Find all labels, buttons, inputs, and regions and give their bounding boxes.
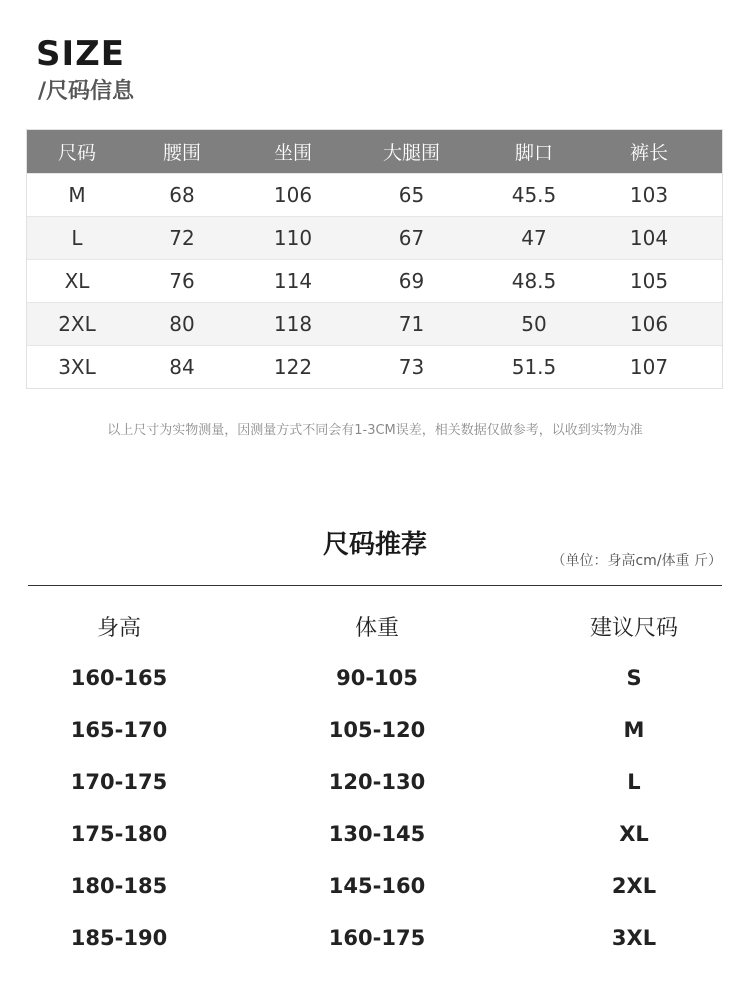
table-cell: 84 bbox=[169, 355, 195, 379]
size-table-header bbox=[27, 130, 722, 173]
table-cell: 47 bbox=[521, 226, 547, 250]
column-header-height: 身高 bbox=[96, 615, 141, 641]
table-cell: 180-185 bbox=[70, 874, 168, 898]
table-cell: 103 bbox=[629, 183, 669, 207]
recommend-table-header bbox=[0, 600, 750, 652]
table-cell: XL bbox=[619, 822, 649, 846]
table-cell: 160-175 bbox=[328, 926, 426, 950]
table-cell: 45.5 bbox=[511, 183, 557, 207]
table-cell: 110 bbox=[273, 226, 313, 250]
table-cell: 106 bbox=[273, 183, 313, 207]
divider bbox=[28, 585, 722, 586]
table-row bbox=[27, 173, 722, 216]
table-row bbox=[0, 756, 750, 808]
table-cell: 106 bbox=[629, 312, 669, 336]
table-cell: 3XL bbox=[58, 355, 96, 379]
page-subtitle: /尺码信息 bbox=[38, 79, 135, 104]
table-cell: 3XL bbox=[611, 926, 657, 950]
table-cell: 175-180 bbox=[70, 822, 168, 846]
table-cell: 48.5 bbox=[511, 269, 557, 293]
table-cell: 90-105 bbox=[336, 666, 418, 690]
table-row bbox=[27, 302, 722, 345]
table-cell: 104 bbox=[629, 226, 669, 250]
table-row bbox=[0, 860, 750, 912]
column-header-leg-opening: 脚口 bbox=[514, 142, 553, 164]
table-row bbox=[0, 912, 750, 964]
column-header-thigh: 大腿围 bbox=[382, 142, 440, 164]
table-cell: 71 bbox=[398, 312, 425, 336]
table-cell: L bbox=[627, 770, 641, 794]
size-info-table bbox=[26, 129, 723, 389]
table-cell: 165-170 bbox=[70, 718, 168, 742]
table-cell: 2XL bbox=[611, 874, 657, 898]
table-cell: 185-190 bbox=[70, 926, 168, 950]
table-cell: 170-175 bbox=[70, 770, 168, 794]
table-cell: 51.5 bbox=[511, 355, 557, 379]
table-cell: 120-130 bbox=[328, 770, 426, 794]
measurement-note: 以上尺寸为实物测量，因测量方式不同会有1-3CM误差，相关数据仅做参考，以收到实物为准 bbox=[107, 423, 643, 438]
table-cell: 67 bbox=[398, 226, 425, 250]
table-cell: 114 bbox=[273, 269, 313, 293]
column-header-size: 尺码 bbox=[57, 142, 96, 164]
table-row bbox=[0, 808, 750, 860]
table-cell: M bbox=[623, 718, 645, 742]
column-header-length: 裤长 bbox=[629, 142, 668, 164]
table-cell: 105 bbox=[629, 269, 669, 293]
table-cell: S bbox=[626, 666, 642, 690]
table-cell: 105-120 bbox=[328, 718, 426, 742]
column-header-weight: 体重 bbox=[354, 615, 399, 641]
table-cell: XL bbox=[64, 269, 90, 293]
table-row bbox=[0, 652, 750, 704]
table-cell: M bbox=[68, 183, 86, 207]
table-cell: 50 bbox=[521, 312, 547, 336]
table-row bbox=[27, 259, 722, 302]
table-cell: 145-160 bbox=[328, 874, 426, 898]
recommend-table bbox=[0, 600, 750, 964]
table-cell: 68 bbox=[169, 183, 195, 207]
table-cell: 130-145 bbox=[328, 822, 426, 846]
table-row bbox=[0, 704, 750, 756]
table-cell: 80 bbox=[169, 312, 195, 336]
page-title: SIZE bbox=[36, 34, 126, 74]
unit-note: （单位：身高cm/体重 斤） bbox=[551, 553, 722, 569]
table-cell: 69 bbox=[398, 269, 425, 293]
column-header-waist: 腰围 bbox=[162, 142, 201, 164]
table-cell: 72 bbox=[169, 226, 195, 250]
column-header-hip: 坐围 bbox=[273, 142, 312, 164]
table-cell: 118 bbox=[273, 312, 313, 336]
table-row bbox=[27, 345, 722, 388]
table-row bbox=[27, 216, 722, 259]
column-header-suggested-size: 建议尺码 bbox=[589, 615, 678, 641]
table-cell: L bbox=[71, 226, 83, 250]
table-cell: 107 bbox=[629, 355, 669, 379]
recommend-title: 尺码推荐 bbox=[322, 530, 427, 560]
table-cell: 160-165 bbox=[70, 666, 168, 690]
table-cell: 65 bbox=[398, 183, 425, 207]
table-cell: 122 bbox=[273, 355, 313, 379]
table-cell: 76 bbox=[169, 269, 195, 293]
table-cell: 73 bbox=[398, 355, 425, 379]
table-cell: 2XL bbox=[58, 312, 96, 336]
